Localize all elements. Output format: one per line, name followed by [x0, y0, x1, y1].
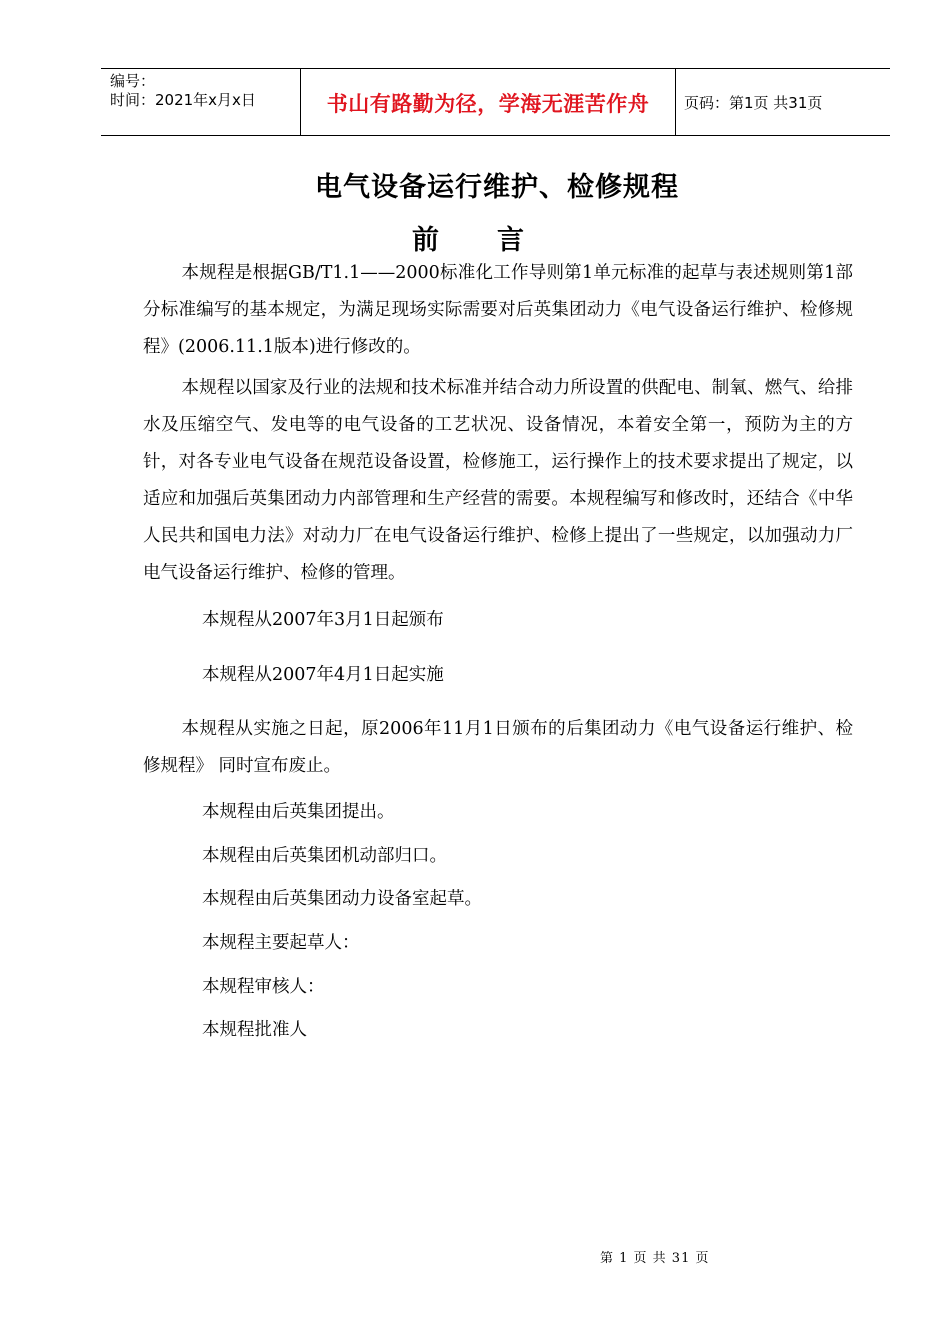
preface-paragraph: 本规程以国家及行业的法规和技术标准并结合动力所设置的供配电、制氧、燃气、给排水及压缩空气、发电等的电气设备的工艺状况、设备情况，本着安全第一，预防为主的方针，对各专业电气设备在规范设备设置，检修施工，运行操作上的技术要求提出了规定，以适应和加强后英集团动力内部管理和生产经营的需要。本规程编写和修改时，还结合《中华人民共和国电力法》对动力厂在电气设备运行维护、检修上提出了一些规定，以加强动力厂电气设备运行维护、检修的管理。: [143, 378, 853, 583]
page-code: 页码：第1页 共31页: [684, 93, 823, 112]
preface-paragraph-1-block: [143, 255, 853, 366]
implement-date-line: 本规程从2007年4月1日起实施: [202, 665, 444, 685]
replacement-paragraph: 本规程从实施之日起，原2006年11月1日颁布的后集团动力《电气设备运行维护、检修规程》 同时宣布废止。: [143, 719, 853, 776]
preface-heading: 前言: [412, 225, 582, 256]
serial-number-label: 编号：: [110, 72, 156, 90]
statement-line: 本规程由后英集团机动部归口。: [202, 846, 447, 866]
header-info-cell: [101, 69, 301, 135]
header-page-cell: [676, 69, 890, 135]
time-label: 时间：2021年x月x日: [110, 91, 256, 109]
preface-paragraph: 本规程是根据GB/T1.1——2000标准化工作导则第1单元标准的起草与表述规则第1部分标准编写的基本规定，为满足现场实际需要对后英集团动力《电气设备运行维护、检修规程》(2006.11.1版本)进行修改的。: [143, 263, 853, 357]
page-footer: 第 1 页 共 31 页: [600, 1251, 710, 1266]
page-header: [101, 68, 890, 136]
statement-line: 本规程主要起草人：: [202, 933, 360, 953]
motto-text: 书山有路勤为径，学海无涯苦作舟: [326, 92, 650, 116]
statement-line: 本规程由后英集团提出。: [202, 802, 395, 822]
preface-paragraph-2-block: [143, 370, 853, 592]
statement-line: 本规程由后英集团动力设备室起草。: [202, 889, 482, 909]
document-title: 电气设备运行维护、检修规程: [315, 172, 679, 203]
publish-date-line: 本规程从2007年3月1日起颁布: [202, 610, 444, 630]
replacement-paragraph-block: [143, 711, 853, 785]
statement-line: 本规程批准人: [202, 1020, 307, 1040]
header-motto-cell: [301, 69, 676, 135]
statement-line: 本规程审核人：: [202, 977, 325, 997]
